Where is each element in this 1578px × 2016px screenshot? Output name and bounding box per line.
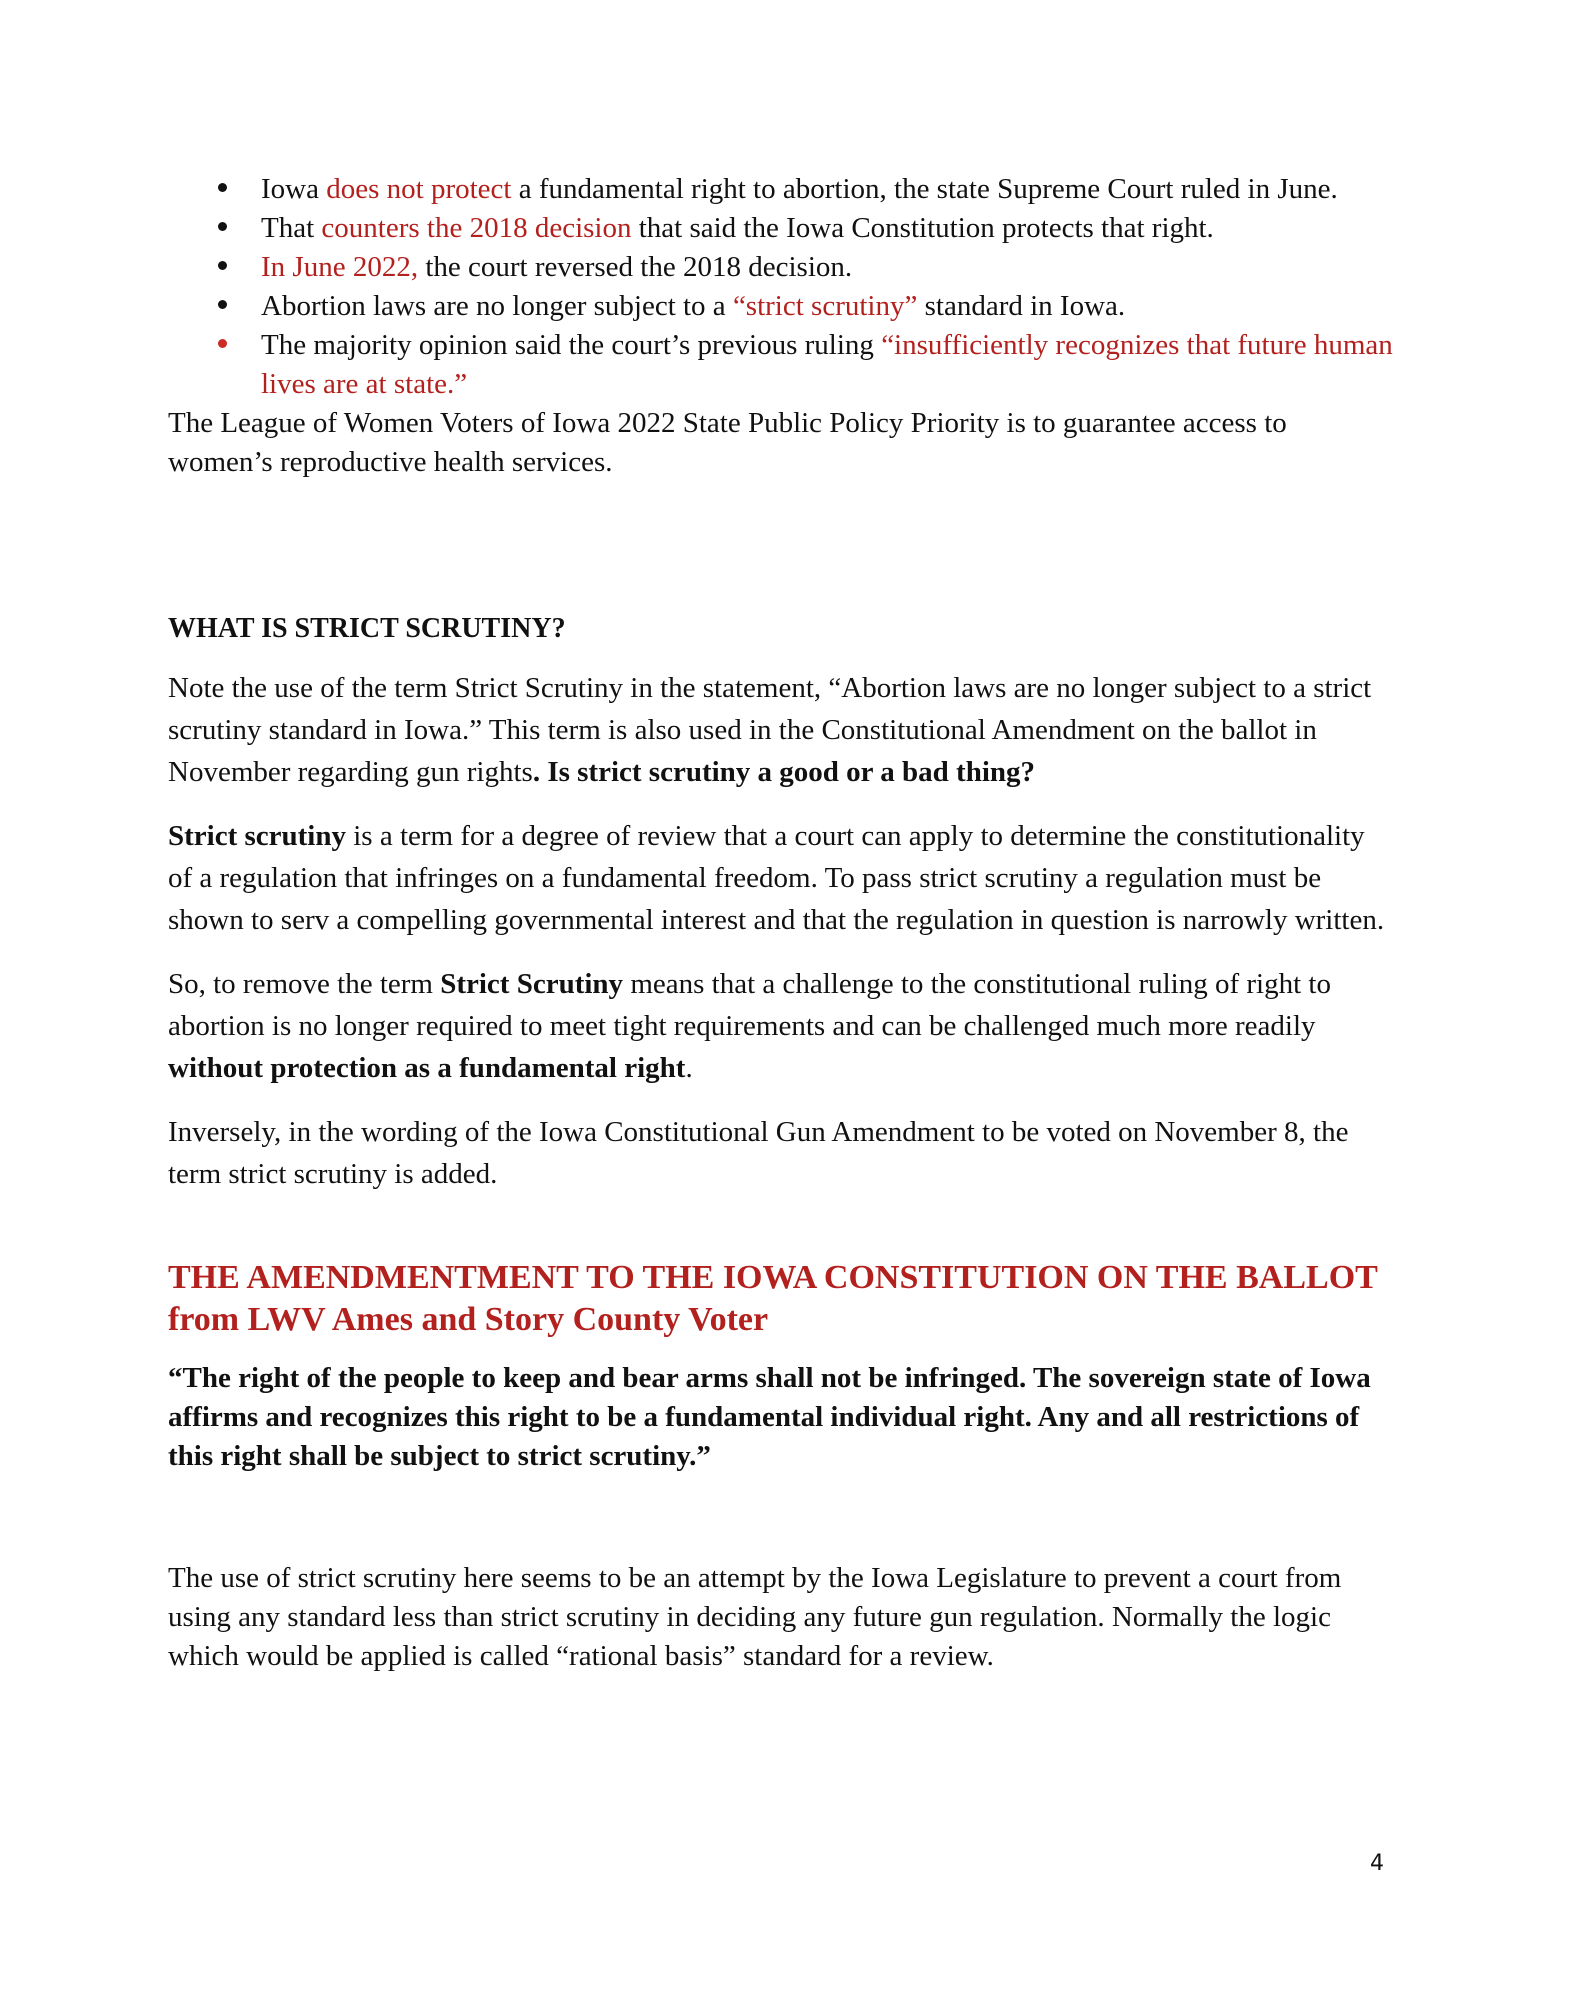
bullet-item [261, 209, 1393, 248]
strict-scrutiny-paragraph-3: So, to remove the term Strict Scrutiny means that a challenge to the constitutional ruling of right to abortion is no longer required to meet tight requirements and can be challenged much more readily without protection as a fundamental right. [168, 968, 1331, 1084]
amendment-quote: “The right of the people to keep and bear arms shall not be infringed. The sovereign state of Iowa affirms and recognizes this right to be a fundamental individual right. Any and all restrictions of this right shall be subject to strict scrutiny.” [168, 1362, 1371, 1472]
bullet-text: Abortion laws are no longer subject to a [261, 290, 733, 322]
highlighted-text: “strict scrutiny” [732, 290, 918, 322]
bullet-text: that said the Iowa Constitution protects that right. [631, 212, 1214, 244]
bullet-dot-icon [218, 300, 227, 309]
bullet-dot-icon [218, 261, 227, 270]
spacer [168, 482, 1393, 610]
strict-scrutiny-paragraph-2: Strict scrutiny is a term for a degree of review that a court can apply to determine the constitutionality of a regulation that infringes on a fundamental freedom. To pass strict scrutiny a regulation must be shown to serv a compelling governmental interest and that the regulation in question is narrowly written. [168, 820, 1385, 936]
strict-scrutiny-paragraph-1: Note the use of the term Strict Scrutiny in the statement, “Abortion laws are no longer subject to a strict scrutiny standard in Iowa.” This term is also used in the Constitutional Amendment on the ballot in November regarding gun rights. Is strict scrutiny a good or a bad thing? [168, 672, 1372, 788]
bullet-text: the court reversed the 2018 decision. [418, 251, 853, 283]
bullet-text: a fundamental right to abortion, the state Supreme Court ruled in June. [511, 173, 1338, 205]
strict-scrutiny-paragraph-4: Inversely, in the wording of the Iowa Constitutional Gun Amendment to be voted on November 8, the term strict scrutiny is added. [168, 1116, 1349, 1190]
bullet-text: That [261, 212, 322, 244]
bullet-dot-icon [218, 222, 227, 231]
document-page [168, 170, 1393, 1676]
bullet-text: Iowa [261, 173, 327, 205]
bullet-item [261, 170, 1393, 209]
league-priority-text: The League of Women Voters of Iowa 2022 State Public Policy Priority is to guarantee access to women’s reproductive health services. [168, 407, 1287, 478]
bullet-item [261, 287, 1393, 326]
highlighted-text: counters the 2018 decision [321, 212, 632, 244]
amendment-heading: THE AMENDMENTMENT TO THE IOWA CONSTITUTION ON THE BALLOT from LWV Ames and Story County Voter [168, 1259, 1378, 1338]
strict-scrutiny-heading: WHAT IS STRICT SCRUTINY? [168, 613, 566, 644]
bullet-dot-icon [218, 183, 227, 192]
bullet-dot-icon [218, 339, 227, 348]
amendment-closing-paragraph: The use of strict scrutiny here seems to be an attempt by the Iowa Legislature to prevent a court from using any standard less than strict scrutiny in deciding any future gun regulation. Normally the logic which would be applied is called “rational basis” standard for a review. [168, 1562, 1342, 1672]
highlighted-text: does not protect [326, 173, 512, 205]
bullet-list [168, 170, 1393, 404]
bullet-text: standard in Iowa. [917, 290, 1126, 322]
highlighted-text: “insufficiently recognizes that future human lives are at state.” [261, 329, 1393, 400]
page-number: 4 [1370, 1851, 1384, 1876]
bullet-text: The majority opinion said the court’s previous ruling [261, 329, 882, 361]
bullet-item [261, 248, 1393, 287]
bullet-item [261, 326, 1393, 404]
highlighted-text: In June 2022, [261, 251, 419, 283]
